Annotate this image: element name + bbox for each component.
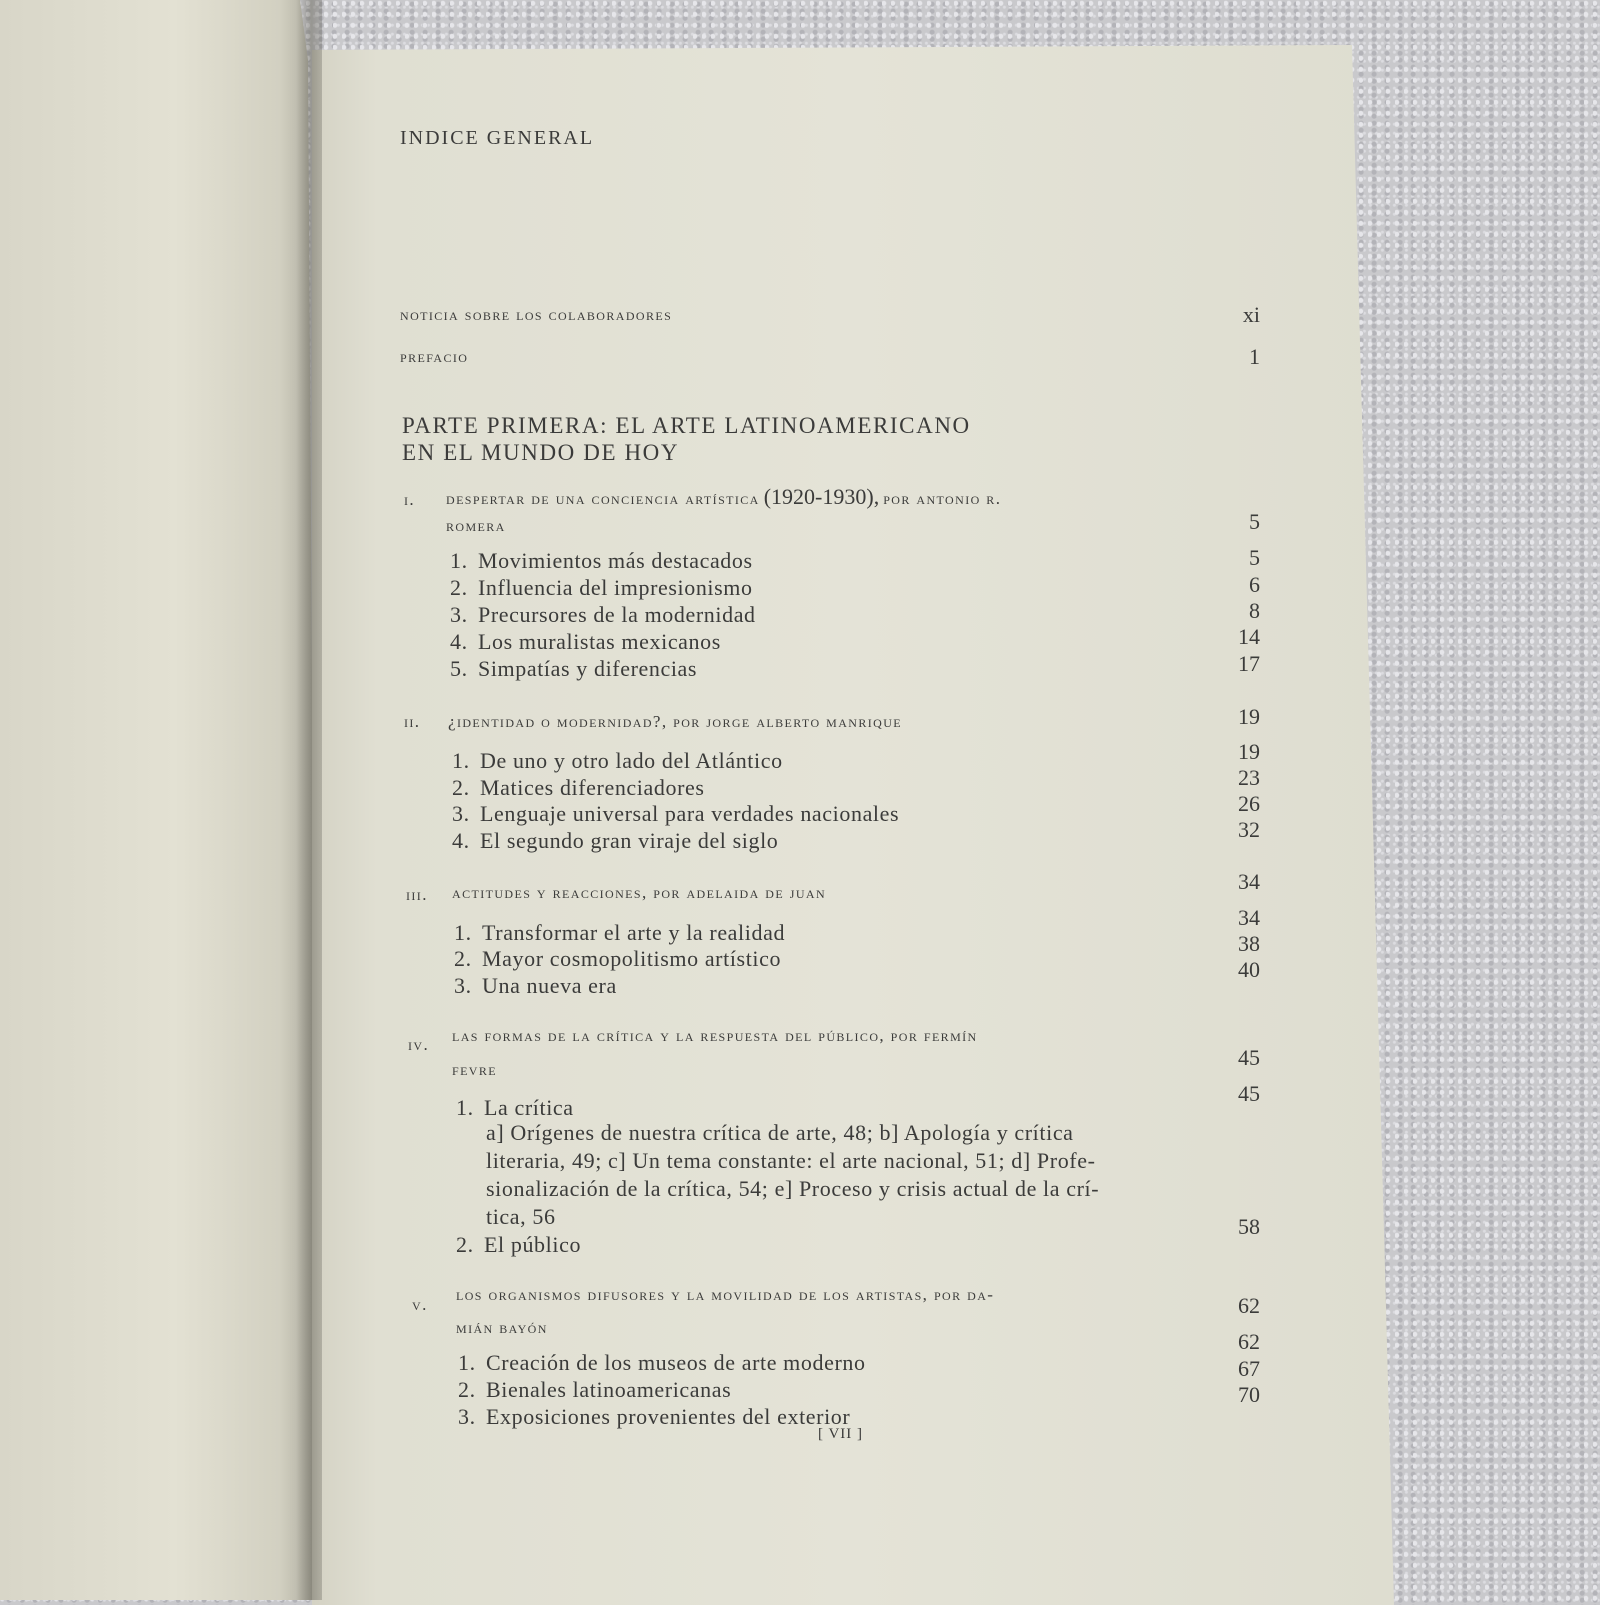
subsection-text: a] Orígenes de nuestra crítica de arte, 48; b] Apología y crítica: [486, 1120, 1074, 1145]
section-page: 8: [1249, 598, 1260, 623]
page-folio: [ VII ]: [818, 1426, 864, 1442]
section-page: 23: [1238, 765, 1260, 790]
section-item: 1. La crítica: [456, 1095, 574, 1120]
chapter-roman: iii.: [406, 885, 428, 904]
toc-page-number: 1: [1249, 344, 1260, 369]
section-item: 1. Movimientos más destacados: [450, 548, 753, 573]
subsection-text: tica, 56: [486, 1204, 556, 1229]
chapter-roman: iv.: [408, 1035, 430, 1054]
section-page: 19: [1238, 739, 1260, 764]
section-item: 3. Lenguaje universal para verdades nacionales: [452, 801, 900, 826]
part-heading: EN EL MUNDO DE HOY: [402, 440, 680, 465]
section-page: 6: [1249, 572, 1260, 597]
chapter-title: actitudes y reacciones, por adelaida de juan: [452, 883, 827, 902]
chapter-roman: v.: [412, 1295, 428, 1314]
chapter-title-line2: fevre: [452, 1060, 498, 1079]
section-item: 4. Los muralistas mexicanos: [450, 629, 721, 654]
toc-entry-colaboradores: noticia sobre los colaboradores: [400, 305, 673, 324]
chapter-page: 45: [1238, 1045, 1260, 1070]
section-page: 34: [1238, 905, 1260, 930]
chapter-title-line2: mián bayón: [456, 1318, 548, 1337]
page-title: INDICE GENERAL: [400, 127, 595, 149]
chapter-page: 5: [1249, 509, 1260, 534]
chapter-page: 19: [1238, 704, 1260, 729]
chapter-title: despertar de una conciencia artística (1920-1930), por antonio r.: [446, 484, 1002, 509]
chapter-page: 34: [1238, 869, 1260, 894]
section-item: 4. El segundo gran viraje del siglo: [452, 828, 779, 853]
section-item: 2. Matices diferenciadores: [452, 775, 705, 800]
section-page: 58: [1238, 1214, 1260, 1239]
chapter-roman: i.: [404, 490, 416, 509]
section-page: 5: [1249, 545, 1260, 570]
toc-page-number: xi: [1242, 302, 1260, 327]
section-page: 38: [1238, 931, 1260, 956]
section-page: 45: [1238, 1081, 1260, 1106]
part-heading: PARTE PRIMERA: EL ARTE LATINOAMERICANO: [402, 413, 971, 438]
section-page: 14: [1238, 624, 1260, 649]
section-page: 62: [1238, 1329, 1260, 1354]
section-page: 40: [1238, 957, 1260, 982]
section-item: 2. Bienales latinoamericanas: [458, 1377, 732, 1402]
subsection-text: literaria, 49; c] Un tema constante: el arte nacional, 51; d] Profe-: [486, 1148, 1096, 1173]
section-item: 1. Creación de los museos de arte moderno: [458, 1350, 866, 1375]
section-page: 70: [1238, 1382, 1260, 1407]
section-item: 3. Precursores de la modernidad: [450, 602, 756, 627]
section-page: 17: [1238, 651, 1260, 676]
chapter-title: los organismos difusores y la movilidad de los artistas, por da-: [456, 1285, 995, 1304]
section-item: 1. Transformar el arte y la realidad: [454, 920, 786, 945]
section-page: 32: [1238, 817, 1260, 842]
chapter-title: las formas de la crítica y la respuesta del público, por fermín: [452, 1026, 978, 1045]
section-page: 67: [1238, 1356, 1260, 1381]
section-item: 2. Influencia del impresionismo: [450, 575, 753, 600]
section-item: 5. Simpatías y diferencias: [450, 656, 698, 681]
chapter-title: ¿identidad o modernidad?, por jorge alberto manrique: [448, 712, 903, 731]
section-item: 2. Mayor cosmopolitismo artístico: [454, 946, 782, 971]
section-item: 3. Una nueva era: [454, 973, 617, 998]
subsection-text: sionalización de la crítica, 54; e] Proceso y crisis actual de la crí-: [486, 1176, 1100, 1201]
section-item: 3. Exposiciones provenientes del exterior: [458, 1404, 851, 1429]
section-item: 1. De uno y otro lado del Atlántico: [452, 748, 783, 773]
toc-entry-prefacio: prefacio: [400, 347, 469, 366]
section-item: 2. El público: [456, 1232, 582, 1257]
chapter-page: 62: [1238, 1293, 1260, 1318]
chapter-roman: ii.: [404, 712, 421, 731]
chapter-title-line2: romera: [446, 516, 506, 535]
section-page: 26: [1238, 791, 1260, 816]
